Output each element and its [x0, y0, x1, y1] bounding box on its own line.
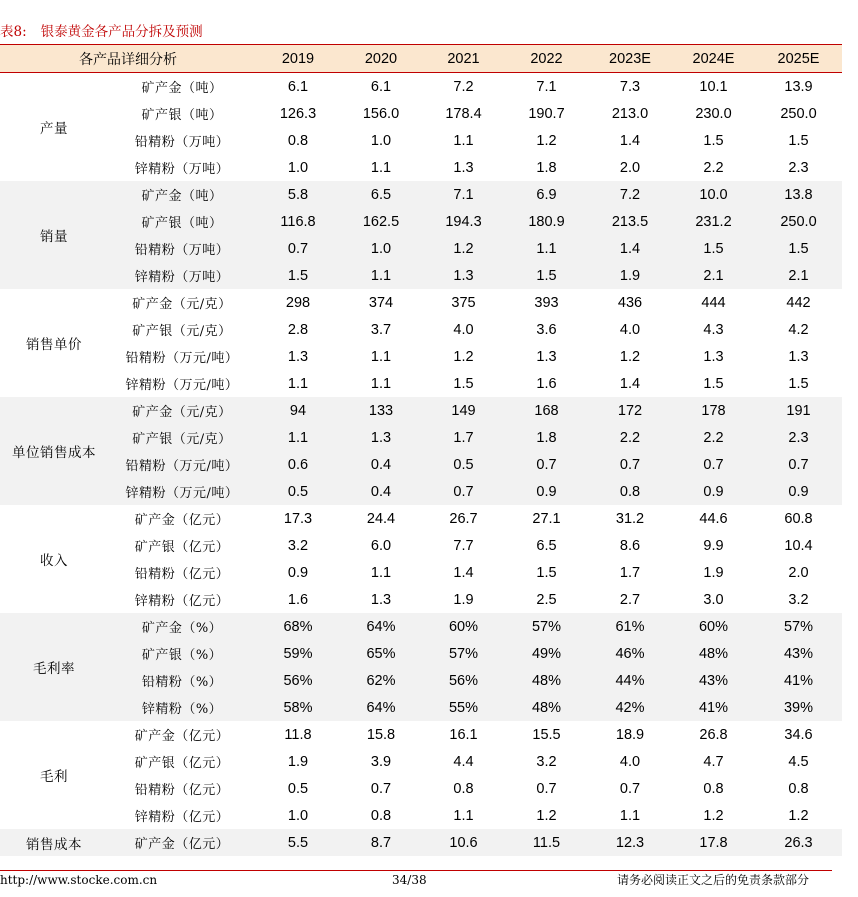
value-cell: 156.0: [362, 105, 400, 122]
value-cell: 1.6: [287, 591, 309, 608]
table-body: [0, 73, 842, 857]
value-cell: 4.0: [619, 753, 641, 770]
value-cell: 0.7: [422, 478, 505, 505]
value-cell: 1.3: [536, 348, 557, 365]
value-cell: 5.5: [256, 829, 340, 856]
table-row: [0, 613, 842, 640]
value-cell: 48%: [505, 694, 588, 721]
value-cell: 55%: [422, 694, 505, 721]
table-caption: [0, 21, 203, 43]
value-cell: 0.8: [588, 478, 672, 505]
value-cell: 64%: [340, 613, 422, 640]
value-cell: 178.4: [445, 105, 482, 122]
value-cell: 0.7: [256, 235, 340, 262]
value-cell: 116.8: [256, 208, 340, 235]
value-cell: 250.0: [755, 208, 842, 235]
value-cell: 60%: [422, 613, 505, 640]
value-cell: 374: [368, 294, 394, 311]
value-cell: 1.4: [588, 235, 672, 262]
value-cell: 13.8: [755, 181, 842, 208]
group-label: 单位销售成本: [0, 397, 108, 505]
value-cell: 436: [617, 294, 643, 311]
value-cell: 43%: [755, 640, 842, 667]
value-cell: 60%: [672, 613, 755, 640]
value-cell: 44%: [588, 667, 672, 694]
value-cell: 0.8: [788, 780, 809, 797]
item-label: 矿产银（吨）: [108, 208, 256, 235]
value-cell: 0.8: [287, 132, 309, 149]
value-cell: 1.1: [370, 375, 392, 392]
item-label: 锌精粉（亿元）: [134, 594, 230, 609]
value-cell: 15.8: [366, 726, 396, 743]
item-label: 矿产金（吨）: [141, 81, 223, 96]
value-cell: 7.3: [619, 78, 641, 95]
group-label: 毛利率: [0, 613, 108, 721]
value-cell: 2.7: [619, 591, 641, 608]
item-label: 矿产银（亿元）: [134, 756, 230, 771]
caption-label: 表8:: [0, 24, 27, 40]
value-cell: 2.2: [672, 424, 755, 451]
header-year: 2022: [505, 45, 588, 73]
value-cell: 0.7: [505, 451, 588, 478]
group-label: 销售单价: [26, 337, 82, 353]
value-cell: 12.3: [588, 829, 672, 856]
value-cell: 26.7: [449, 510, 478, 527]
item-label: 铅精粉（万元/吨）: [125, 351, 239, 366]
value-cell: 42%: [588, 694, 672, 721]
value-cell: 1.6: [536, 375, 557, 392]
table-header-row: [0, 45, 842, 73]
value-cell: 0.6: [256, 451, 340, 478]
value-cell: 0.5: [422, 451, 505, 478]
value-cell: 1.2: [788, 807, 809, 824]
value-cell: 1.3: [287, 348, 309, 365]
value-cell: 1.3: [453, 159, 474, 176]
value-cell: 6.9: [505, 181, 588, 208]
value-cell: 3.0: [703, 591, 724, 608]
item-label: 矿产金（亿元）: [108, 829, 256, 856]
value-cell: 94: [256, 397, 340, 424]
value-cell: 56%: [256, 667, 340, 694]
value-cell: 4.3: [703, 321, 724, 338]
table-row: [0, 262, 842, 289]
footer-url: http://www.stocke.com.cn: [0, 873, 158, 887]
value-cell: 8.7: [340, 829, 422, 856]
value-cell: 57%: [755, 613, 842, 640]
value-cell: 1.1: [453, 807, 474, 824]
value-cell: 2.0: [619, 159, 641, 176]
table-row: [0, 478, 842, 505]
value-cell: 18.9: [615, 726, 645, 743]
header-year: 2021: [422, 45, 505, 73]
value-cell: 7.1: [422, 181, 505, 208]
group-label: 销售成本: [0, 829, 108, 856]
item-label: 矿产金（%）: [108, 613, 256, 640]
value-cell: 4.7: [703, 753, 724, 770]
value-cell: 57%: [422, 640, 505, 667]
item-label: 矿产金（元/克）: [108, 397, 256, 424]
value-cell: 213.5: [588, 208, 672, 235]
item-label: 锌精粉（万元/吨）: [125, 378, 239, 393]
group-label: 产量: [40, 121, 68, 137]
value-cell: 0.7: [370, 780, 392, 797]
table-row: [0, 505, 842, 532]
value-cell: 24.4: [366, 510, 396, 527]
value-cell: 2.2: [703, 159, 724, 176]
value-cell: 2.2: [588, 424, 672, 451]
value-cell: 34.6: [784, 726, 813, 743]
item-label: 铅精粉（%）: [108, 667, 256, 694]
value-cell: 26.8: [699, 726, 728, 743]
table-row: [0, 532, 842, 559]
value-cell: 61%: [588, 613, 672, 640]
table-row: [0, 397, 842, 424]
value-cell: 62%: [340, 667, 422, 694]
value-cell: 444: [701, 294, 726, 311]
value-cell: 65%: [340, 640, 422, 667]
item-label: 锌精粉（万元/吨）: [108, 478, 256, 505]
table-row: [0, 235, 842, 262]
item-label: 铅精粉（万元/吨）: [108, 451, 256, 478]
value-cell: 3.7: [370, 321, 392, 338]
value-cell: 26.3: [755, 829, 842, 856]
table-row: [0, 748, 842, 775]
value-cell: 149: [422, 397, 505, 424]
value-cell: 213.0: [611, 105, 649, 122]
value-cell: 0.8: [370, 807, 392, 824]
header-year: 2025E: [755, 45, 842, 73]
item-label: 矿产银（元/克）: [108, 424, 256, 451]
value-cell: 0.7: [755, 451, 842, 478]
value-cell: 1.7: [619, 564, 641, 581]
value-cell: 442: [786, 294, 811, 311]
value-cell: 4.2: [788, 321, 809, 338]
table-row: [0, 154, 842, 181]
value-cell: 68%: [256, 613, 340, 640]
table-row: [0, 424, 842, 451]
value-cell: 1.0: [287, 807, 309, 824]
footer-disclaimer: 请务必阅读正文之后的免责条款部分: [617, 873, 810, 887]
table-row: [0, 127, 842, 154]
value-cell: 1.5: [703, 375, 724, 392]
value-cell: 1.0: [340, 235, 422, 262]
value-cell: 2.8: [287, 321, 309, 338]
header-item-column: 各产品详细分析: [0, 45, 256, 73]
value-cell: 2.3: [755, 424, 842, 451]
value-cell: 60.8: [784, 510, 813, 527]
group-label: 毛利: [40, 769, 68, 785]
item-label: 矿产银（元/克）: [132, 324, 232, 339]
value-cell: 1.2: [703, 807, 724, 824]
value-cell: 6.1: [370, 78, 392, 95]
footer-page-number: 34/38: [392, 873, 427, 887]
value-cell: 4.0: [619, 321, 641, 338]
value-cell: 31.2: [615, 510, 645, 527]
value-cell: 1.4: [619, 375, 641, 392]
value-cell: 7.7: [453, 537, 474, 554]
item-label: 矿产银（%）: [108, 640, 256, 667]
value-cell: 1.3: [370, 591, 392, 608]
item-label: 锌精粉（万吨）: [108, 262, 256, 289]
value-cell: 0.4: [340, 451, 422, 478]
value-cell: 1.9: [453, 591, 474, 608]
item-label: 锌精粉（万吨）: [134, 162, 230, 177]
table-row: [0, 721, 842, 748]
value-cell: 1.3: [703, 348, 724, 365]
item-label: 锌精粉（%）: [108, 694, 256, 721]
item-label: 铅精粉（亿元）: [134, 567, 230, 582]
item-label: 矿产金（亿元）: [134, 729, 230, 744]
value-cell: 10.6: [422, 829, 505, 856]
value-cell: 41%: [672, 694, 755, 721]
value-cell: 11.5: [505, 829, 588, 856]
value-cell: 7.2: [588, 181, 672, 208]
value-cell: 46%: [588, 640, 672, 667]
value-cell: 4.0: [453, 321, 474, 338]
table-row: [0, 73, 842, 101]
header-year: 2024E: [672, 45, 755, 73]
table-row: [0, 829, 842, 856]
value-cell: 1.3: [788, 348, 809, 365]
value-cell: 6.0: [370, 537, 392, 554]
value-cell: 2.1: [672, 262, 755, 289]
value-cell: 180.9: [505, 208, 588, 235]
header-year: 2020: [340, 45, 422, 73]
value-cell: 1.1: [340, 262, 422, 289]
item-label: 矿产银（吨）: [141, 108, 223, 123]
value-cell: 1.4: [619, 132, 641, 149]
item-label: 铅精粉（万吨）: [134, 135, 230, 150]
value-cell: 133: [340, 397, 422, 424]
value-cell: 7.1: [536, 78, 557, 95]
value-cell: 1.5: [505, 262, 588, 289]
value-cell: 0.7: [619, 780, 641, 797]
value-cell: 250.0: [780, 105, 817, 122]
value-cell: 1.1: [370, 348, 392, 365]
table-row: [0, 343, 842, 370]
value-cell: 191: [755, 397, 842, 424]
value-cell: 3.6: [536, 321, 557, 338]
value-cell: 0.9: [505, 478, 588, 505]
value-cell: 39%: [755, 694, 842, 721]
value-cell: 1.9: [588, 262, 672, 289]
item-label: 矿产金（吨）: [108, 181, 256, 208]
value-cell: 1.2: [536, 132, 557, 149]
value-cell: 10.4: [784, 537, 813, 554]
value-cell: 1.1: [287, 375, 309, 392]
value-cell: 178: [672, 397, 755, 424]
value-cell: 1.1: [619, 807, 641, 824]
value-cell: 41%: [755, 667, 842, 694]
value-cell: 1.2: [422, 235, 505, 262]
footer-divider: [0, 870, 832, 871]
value-cell: 4.4: [453, 753, 474, 770]
header-year: 2019: [256, 45, 340, 73]
value-cell: 0.5: [287, 780, 309, 797]
value-cell: 1.1: [370, 564, 392, 581]
table-row: [0, 208, 842, 235]
value-cell: 1.5: [256, 262, 340, 289]
value-cell: 0.8: [703, 780, 724, 797]
value-cell: 194.3: [422, 208, 505, 235]
value-cell: 3.2: [287, 537, 309, 554]
value-cell: 27.1: [532, 510, 561, 527]
value-cell: 57%: [505, 613, 588, 640]
value-cell: 3.9: [370, 753, 392, 770]
item-label: 铅精粉（万吨）: [108, 235, 256, 262]
table-row: [0, 289, 842, 316]
table-row: [0, 667, 842, 694]
table-row: [0, 181, 842, 208]
value-cell: 5.8: [256, 181, 340, 208]
value-cell: 0.7: [672, 451, 755, 478]
value-cell: 1.5: [703, 132, 724, 149]
value-cell: 11.8: [284, 726, 312, 743]
value-cell: 231.2: [672, 208, 755, 235]
table-row: [0, 775, 842, 802]
value-cell: 17.3: [283, 510, 313, 527]
value-cell: 0.4: [340, 478, 422, 505]
value-cell: 1.0: [287, 159, 309, 176]
value-cell: 393: [534, 294, 559, 311]
item-label: 矿产金（元/克）: [132, 297, 232, 312]
table-row: [0, 559, 842, 586]
table-row: [0, 640, 842, 667]
value-cell: 44.6: [699, 510, 728, 527]
value-cell: 0.7: [588, 451, 672, 478]
table-row: [0, 451, 842, 478]
value-cell: 16.1: [449, 726, 478, 743]
value-cell: 64%: [340, 694, 422, 721]
value-cell: 1.1: [256, 424, 340, 451]
value-cell: 1.1: [453, 132, 474, 149]
product-forecast-table: [0, 44, 842, 856]
item-label: 矿产金（亿元）: [134, 513, 230, 528]
value-cell: 43%: [672, 667, 755, 694]
value-cell: 59%: [256, 640, 340, 667]
value-cell: 2.3: [788, 159, 809, 176]
item-label: 矿产银（亿元）: [134, 540, 230, 555]
value-cell: 10.1: [699, 78, 728, 95]
value-cell: 1.3: [340, 424, 422, 451]
value-cell: 162.5: [340, 208, 422, 235]
table-row: [0, 100, 842, 127]
value-cell: 0.9: [287, 564, 309, 581]
value-cell: 230.0: [695, 105, 732, 122]
value-cell: 298: [285, 294, 311, 311]
group-label: 销量: [0, 181, 108, 289]
value-cell: 172: [588, 397, 672, 424]
value-cell: 126.3: [279, 105, 317, 122]
table-row: [0, 370, 842, 397]
caption-title: 银泰黄金各产品分拆及预测: [40, 24, 203, 40]
table-row: [0, 586, 842, 613]
value-cell: 2.1: [755, 262, 842, 289]
value-cell: 1.7: [422, 424, 505, 451]
table-row: [0, 694, 842, 721]
value-cell: 375: [451, 294, 476, 311]
value-cell: 1.5: [672, 235, 755, 262]
value-cell: 0.5: [256, 478, 340, 505]
value-cell: 1.5: [755, 235, 842, 262]
value-cell: 1.2: [536, 807, 557, 824]
value-cell: 13.9: [784, 78, 813, 95]
value-cell: 8.6: [619, 537, 641, 554]
value-cell: 48%: [505, 667, 588, 694]
item-label: 锌精粉（亿元）: [134, 810, 230, 825]
value-cell: 56%: [422, 667, 505, 694]
value-cell: 1.1: [505, 235, 588, 262]
value-cell: 48%: [672, 640, 755, 667]
value-cell: 1.5: [788, 132, 809, 149]
value-cell: 1.5: [788, 375, 809, 392]
value-cell: 0.7: [536, 780, 557, 797]
value-cell: 168: [505, 397, 588, 424]
value-cell: 1.2: [453, 348, 474, 365]
value-cell: 17.8: [672, 829, 755, 856]
value-cell: 10.0: [672, 181, 755, 208]
group-label: 收入: [40, 553, 68, 569]
value-cell: 1.8: [505, 424, 588, 451]
value-cell: 0.8: [453, 780, 474, 797]
value-cell: 1.5: [453, 375, 474, 392]
value-cell: 1.8: [536, 159, 557, 176]
value-cell: 1.0: [370, 132, 392, 149]
value-cell: 9.9: [703, 537, 724, 554]
value-cell: 1.9: [287, 753, 309, 770]
header-year: 2023E: [588, 45, 672, 73]
value-cell: 6.1: [287, 78, 309, 95]
value-cell: 1.1: [370, 159, 392, 176]
table-row: [0, 802, 842, 829]
value-cell: 190.7: [528, 105, 565, 122]
value-cell: 58%: [256, 694, 340, 721]
value-cell: 15.5: [532, 726, 561, 743]
value-cell: 1.5: [536, 564, 557, 581]
value-cell: 49%: [505, 640, 588, 667]
value-cell: 3.2: [788, 591, 809, 608]
value-cell: 0.9: [755, 478, 842, 505]
value-cell: 1.2: [619, 348, 641, 365]
value-cell: 4.5: [788, 753, 809, 770]
value-cell: 3.2: [536, 753, 557, 770]
value-cell: 7.2: [453, 78, 474, 95]
value-cell: 2.5: [536, 591, 557, 608]
value-cell: 0.9: [672, 478, 755, 505]
value-cell: 1.4: [453, 564, 474, 581]
value-cell: 1.9: [703, 564, 724, 581]
value-cell: 6.5: [536, 537, 557, 554]
item-label: 铅精粉（亿元）: [134, 783, 230, 798]
value-cell: 1.3: [422, 262, 505, 289]
table-row: [0, 316, 842, 343]
value-cell: 2.0: [788, 564, 809, 581]
value-cell: 6.5: [340, 181, 422, 208]
